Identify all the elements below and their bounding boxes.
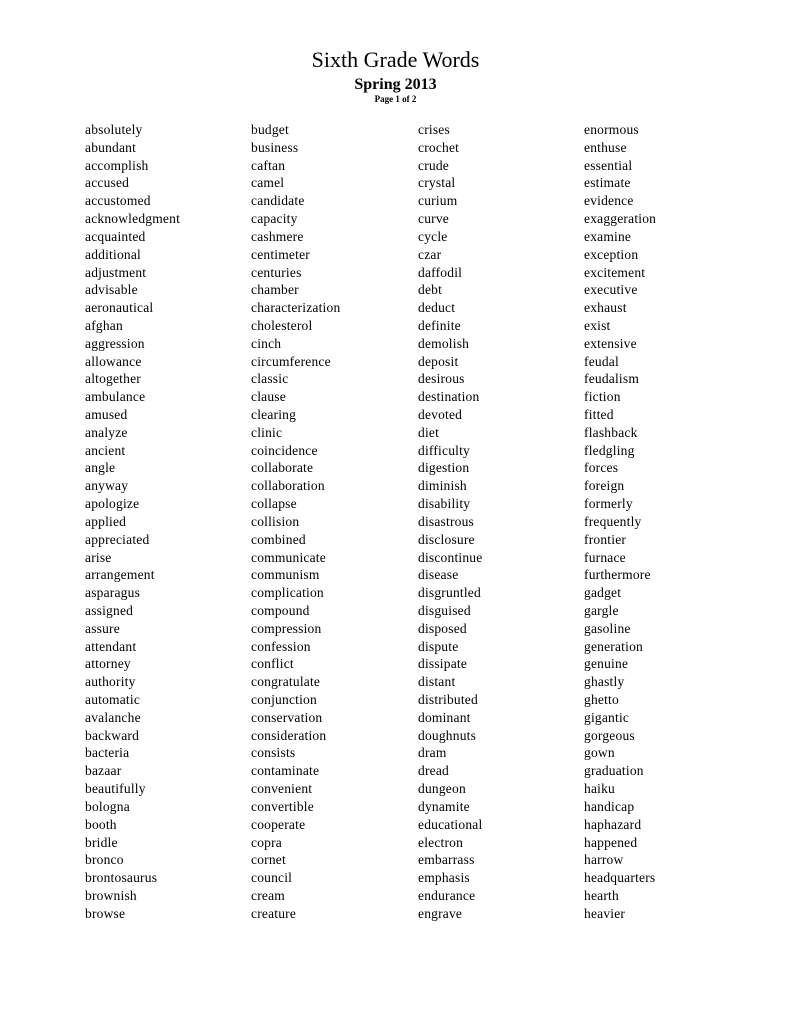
word-item: cornet	[251, 852, 286, 868]
word-item: anyway	[85, 478, 129, 494]
word-item: disguised	[418, 602, 471, 618]
word-item: forces	[584, 460, 619, 476]
word-item: caftan	[251, 157, 286, 173]
word-item: conjunction	[251, 692, 317, 707]
word-column-1	[85, 121, 180, 923]
word-item: assigned	[85, 602, 134, 618]
word-item: acknowledgment	[85, 211, 181, 227]
word-item: clinic	[251, 424, 283, 440]
word-item: gown	[584, 745, 615, 761]
word-item: gargle	[584, 602, 619, 618]
word-item: characterization	[251, 300, 341, 316]
word-item: destination	[418, 389, 480, 405]
word-item: graduation	[584, 763, 644, 779]
word-item: excitement	[584, 264, 646, 280]
word-item: happened	[584, 834, 638, 850]
word-item: crude	[418, 157, 449, 173]
word-item: abundant	[85, 139, 137, 155]
word-item: deduct	[418, 300, 456, 316]
page-indicator: Page 1 of 2	[374, 94, 417, 104]
word-item: crises	[418, 122, 450, 137]
word-item: altogether	[85, 371, 141, 387]
word-item: dispute	[418, 638, 459, 654]
word-item: aeronautical	[85, 300, 154, 316]
word-item: classic	[251, 371, 289, 387]
word-item: heavier	[584, 905, 626, 921]
word-item: electron	[418, 834, 464, 850]
word-item: angle	[85, 460, 116, 476]
word-item: frontier	[584, 531, 627, 547]
word-item: disability	[418, 496, 471, 512]
word-item: convertible	[251, 798, 314, 814]
document-subtitle: Spring 2013	[354, 76, 437, 93]
word-item: afghan	[85, 317, 123, 333]
word-item: crochet	[418, 139, 460, 155]
word-item: curve	[418, 211, 449, 227]
word-column-4	[584, 121, 656, 923]
word-item: feudal	[584, 353, 619, 369]
word-item: council	[251, 870, 293, 886]
word-item: disease	[418, 567, 459, 583]
word-item: essential	[584, 157, 633, 173]
word-item: diet	[418, 424, 440, 440]
word-item: circumference	[251, 353, 331, 369]
word-item: cycle	[418, 228, 448, 244]
word-item: dissipate	[418, 656, 468, 672]
word-item: genuine	[584, 656, 629, 672]
word-item: exception	[584, 246, 639, 262]
word-item: crystal	[418, 175, 456, 191]
word-item: compound	[251, 602, 310, 618]
word-item: accused	[85, 175, 130, 191]
word-item: furnace	[584, 549, 626, 565]
word-item: chamber	[251, 282, 299, 298]
word-item: accustomed	[85, 193, 151, 209]
word-item: candidate	[251, 193, 305, 209]
word-item: disposed	[418, 620, 467, 636]
word-item: gasoline	[584, 620, 631, 636]
word-item: acquainted	[85, 228, 146, 244]
word-item: haiku	[584, 781, 615, 797]
word-item: emphasis	[418, 870, 470, 886]
word-item: camel	[251, 175, 285, 191]
word-item: asparagus	[85, 585, 141, 601]
word-item: automatic	[85, 692, 141, 707]
word-item: capacity	[251, 211, 298, 227]
word-item: desirous	[418, 371, 465, 387]
word-item: exaggeration	[584, 211, 657, 227]
word-item: ambulance	[85, 389, 146, 405]
word-item: difficulty	[418, 442, 470, 458]
word-item: business	[251, 139, 299, 155]
word-item: coincidence	[251, 442, 318, 458]
word-item: budget	[251, 122, 289, 137]
word-item: digestion	[418, 460, 470, 476]
word-item: allowance	[85, 353, 142, 369]
word-item: applied	[85, 513, 127, 529]
word-item: frequently	[584, 513, 642, 529]
word-item: disgruntled	[418, 585, 481, 601]
word-item: consists	[251, 745, 296, 761]
word-item: endurance	[418, 887, 476, 903]
word-item: attorney	[85, 656, 131, 672]
document-header	[0, 47, 791, 104]
document-title: Sixth Grade Words	[311, 47, 480, 72]
word-column-2	[251, 121, 340, 923]
word-item: cinch	[251, 335, 282, 351]
word-item: discontinue	[418, 549, 483, 565]
word-item: beautifully	[85, 781, 146, 797]
word-item: harrow	[584, 852, 624, 868]
word-item: headquarters	[584, 870, 656, 886]
word-item: feudalism	[584, 371, 640, 387]
word-item: engrave	[418, 905, 463, 921]
word-item: copra	[251, 834, 282, 850]
word-item: diminish	[418, 478, 467, 494]
word-item: dram	[418, 745, 447, 761]
word-item: apologize	[85, 496, 140, 512]
word-item: confession	[251, 638, 311, 654]
word-item: clause	[251, 389, 286, 405]
word-item: ghetto	[584, 692, 619, 707]
word-item: bacteria	[85, 745, 130, 761]
word-item: ancient	[85, 442, 126, 458]
word-item: bronco	[85, 852, 124, 868]
word-item: conflict	[251, 656, 294, 672]
word-item: collaboration	[251, 478, 325, 494]
word-item: additional	[85, 246, 141, 262]
word-item: furthermore	[584, 567, 651, 583]
word-item: czar	[418, 246, 442, 262]
word-item: browse	[85, 905, 126, 921]
word-item: gigantic	[584, 709, 630, 725]
word-item: advisable	[85, 282, 138, 298]
word-item: distributed	[418, 692, 478, 707]
word-item: aggression	[85, 335, 145, 351]
word-item: compression	[251, 620, 322, 636]
word-item: haphazard	[584, 816, 642, 832]
word-item: foreign	[584, 478, 625, 494]
word-item: gadget	[584, 585, 622, 601]
word-item: dynamite	[418, 798, 470, 814]
word-item: communicate	[251, 549, 326, 565]
word-item: appreciated	[85, 531, 150, 547]
word-item: disclosure	[418, 531, 475, 547]
word-item: fledgling	[584, 442, 635, 458]
word-item: combined	[251, 531, 306, 547]
word-item: cooperate	[251, 816, 306, 832]
word-item: extensive	[584, 335, 637, 351]
word-item: estimate	[584, 175, 631, 191]
word-item: conservation	[251, 709, 323, 725]
word-item: analyze	[85, 424, 128, 440]
word-item: convenient	[251, 781, 313, 797]
word-item: centimeter	[251, 246, 310, 262]
word-item: formerly	[584, 496, 633, 512]
word-item: absolutely	[85, 122, 143, 137]
word-item: contaminate	[251, 763, 320, 779]
word-item: bologna	[85, 798, 130, 814]
word-item: enthuse	[584, 139, 627, 155]
word-item: bazaar	[85, 763, 122, 779]
word-item: backward	[85, 727, 140, 743]
word-item: clearing	[251, 407, 297, 422]
word-item: centuries	[251, 264, 302, 280]
word-item: congratulate	[251, 674, 321, 690]
word-item: definite	[418, 317, 461, 333]
word-item: fitted	[584, 407, 614, 422]
word-item: authority	[85, 674, 136, 690]
word-item: accomplish	[85, 157, 149, 173]
word-item: daffodil	[418, 264, 463, 280]
word-item: evidence	[584, 193, 634, 209]
word-item: exist	[584, 317, 611, 333]
word-item: educational	[418, 816, 483, 832]
word-item: adjustment	[85, 264, 147, 280]
word-item: ghastly	[584, 674, 625, 690]
word-column-3	[418, 121, 482, 923]
word-item: enormous	[584, 122, 639, 137]
word-item: embarrass	[418, 852, 475, 868]
word-item: complication	[251, 585, 324, 601]
word-item: gorgeous	[584, 727, 635, 743]
word-item: arise	[85, 549, 112, 565]
word-item: deposit	[418, 353, 459, 369]
word-item: debt	[418, 282, 443, 298]
word-item: bridle	[85, 834, 118, 850]
word-item: amused	[85, 407, 128, 422]
word-item: generation	[584, 638, 643, 654]
word-item: exhaust	[584, 300, 627, 316]
word-item: booth	[85, 816, 117, 832]
word-item: cream	[251, 887, 285, 903]
word-item: dread	[418, 763, 449, 779]
word-item: examine	[584, 228, 632, 244]
word-item: cashmere	[251, 228, 304, 244]
word-item: collaborate	[251, 460, 314, 476]
word-item: demolish	[418, 335, 470, 351]
word-item: cholesterol	[251, 317, 313, 333]
word-item: attendant	[85, 638, 137, 654]
word-item: disastrous	[418, 513, 474, 529]
word-item: collapse	[251, 496, 297, 512]
word-item: creature	[251, 905, 297, 921]
word-item: distant	[418, 674, 456, 690]
word-item: avalanche	[85, 709, 141, 725]
word-item: doughnuts	[418, 727, 477, 743]
word-item: flashback	[584, 424, 638, 440]
word-item: arrangement	[85, 567, 155, 583]
word-item: dungeon	[418, 781, 466, 797]
word-item: fiction	[584, 389, 621, 405]
word-item: assure	[85, 620, 120, 636]
word-item: dominant	[418, 709, 471, 725]
word-item: executive	[584, 282, 638, 298]
word-item: curium	[418, 193, 458, 209]
word-item: hearth	[584, 887, 619, 903]
word-item: devoted	[418, 407, 463, 422]
word-item: communism	[251, 567, 320, 583]
word-item: brontosaurus	[85, 870, 158, 886]
word-item: consideration	[251, 727, 327, 743]
word-item: collision	[251, 513, 300, 529]
word-item: handicap	[584, 798, 635, 814]
word-item: brownish	[85, 887, 137, 903]
